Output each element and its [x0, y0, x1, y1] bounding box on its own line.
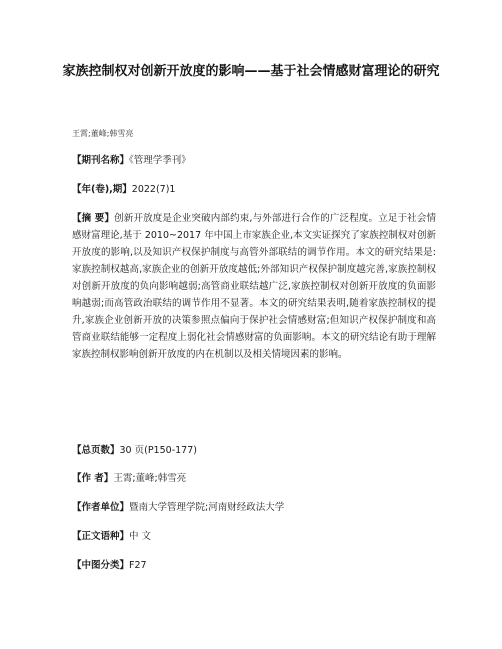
year-value: 2022(7)1: [131, 184, 176, 195]
year-field: [72, 181, 436, 198]
pages-value: 30 页(P150-177): [119, 445, 197, 456]
abstract-text: 创新开放度是企业突破内部约束,与外部进行合作的广泛程度。立足于社会情感财富理论,基于 2010~2017 年中国上市家族企业,本文实证探究了家族控制权对创新开放度的影响,以及知识产权保护制度与高管外部联结的调节作用。本文的研究结果是:家族控制权越高,家族企业的创新开放度越低;外部知识产权保护制度越完善,家族控制权对创新开放度的负向影响越弱;高管商业联结越广泛,家族控制权对创新开放度的负面影响越弱;而高管政治联结的调节作用不显著。本文的研究结果表明,随着家族控制权的提升,家族企业创新开放的决策参照点偏向于保护社会情感财富;但知识产权保护制度和高管商业联结能够一定程度上弱化社会情感财富的负面影响。本文的研究结论有助于理解家族控制权影响创新开放度的内在机制以及相关情境因素的影响。: [72, 213, 436, 360]
authors-line: 王霄;董峰;韩雪亮: [72, 129, 134, 138]
journal-value: 《管理学季刊》: [129, 155, 191, 166]
authors-label: 【作 者】: [72, 473, 114, 484]
affiliation-value: 暨南大学管理学院;河南财经政法大学: [129, 502, 285, 513]
language-value: 中 文: [129, 531, 152, 542]
journal-label: 【期刊名称】: [72, 155, 130, 166]
authors-value: 王霄;董峰;韩雪亮: [113, 473, 187, 484]
pages-field: [72, 442, 436, 459]
abstract-label: 【摘 要】: [72, 213, 115, 224]
language-field: [72, 528, 436, 545]
abstract-field: [72, 210, 436, 363]
classification-label: 【中图分类】: [72, 560, 130, 571]
year-label: 【年(卷),期】: [72, 184, 132, 195]
affiliation-label: 【作者单位】: [72, 502, 130, 513]
journal-field: [72, 152, 436, 169]
authors-field: [72, 470, 436, 487]
affiliation-field: [72, 499, 436, 516]
document-title: 家族控制权对创新开放度的影响——基于社会情感财富理论的研究: [62, 64, 440, 79]
language-label: 【正文语种】: [72, 531, 130, 542]
classification-value: F27: [129, 560, 147, 571]
classification-field: [72, 557, 436, 574]
pages-label: 【总页数】: [72, 445, 120, 456]
